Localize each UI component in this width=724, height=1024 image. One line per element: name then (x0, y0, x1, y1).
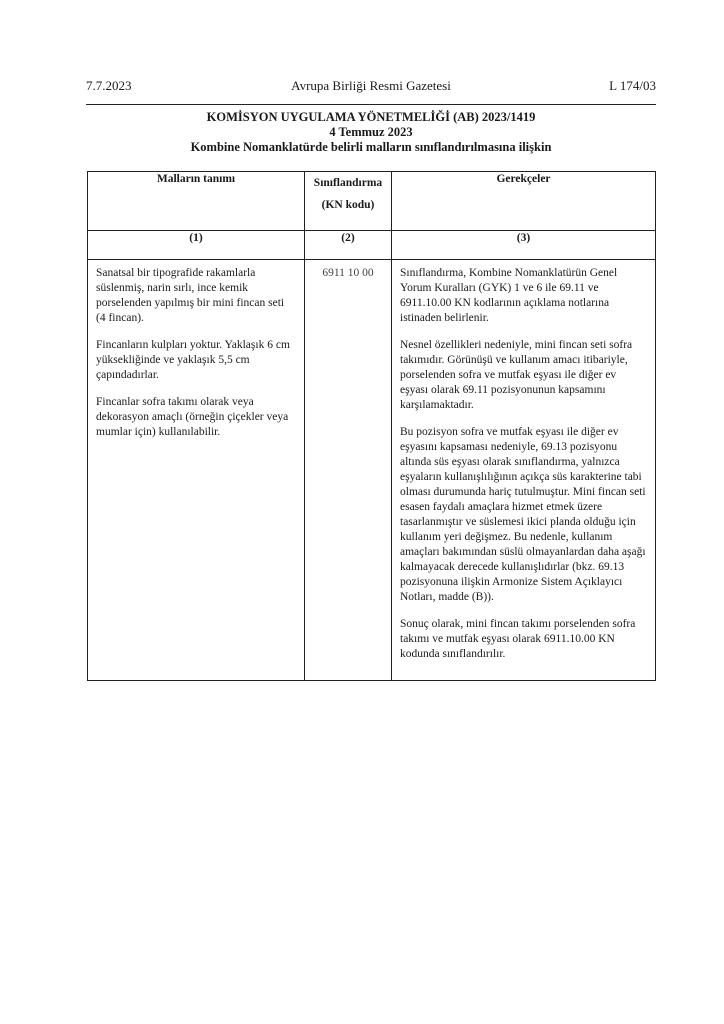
header-description (88, 172, 305, 231)
header-classification-sub: (KN kodu) (321, 199, 375, 211)
header-classification-label: Sınıflandırma (313, 177, 383, 189)
classification-table (87, 171, 656, 681)
header-classification (305, 172, 392, 231)
reason-paragraph: Sonuç olarak, mini fincan takımı porselenden sofra takımı ve mutfak eşyası olarak 6911.10.00 KN kodunda sınıflandırılır. (400, 618, 636, 660)
journal-name: Avrupa Birliği Resmi Gazetesi (291, 78, 451, 93)
table-header-row (88, 172, 656, 231)
column-number-3: (3) (392, 231, 656, 260)
reason-paragraph: Sınıflandırma, Kombine Nomanklatürün Genel Yorum Kuralları (GYK) 1 ve 6 ile 69.11 ve 6911.10.00 KN kodlarının açıklama notlarına istinaden belirlenir. (400, 267, 618, 324)
reasons-cell (392, 260, 656, 681)
regulation-number: KOMİSYON UYGULAMA YÖNETMELİĞİ (AB) 2023/1419 (206, 110, 536, 124)
header-reasons (392, 172, 656, 231)
column-number-row (88, 231, 656, 260)
header-rule (86, 104, 656, 105)
regulation-date: 4 Temmuz 2023 (329, 125, 413, 139)
reason-paragraph: Nesnel özellikleri nedeniyle, mini fincan seti sofra takımıdır. Görünüşü ve kullanım amacı itibariyle, porselenden sofra ve mutfak eşyası ile diğer ev eşyası olarak 69.11 pozisyonunun kapsamını karşılamaktadır. (400, 339, 633, 411)
column-number-1: (1) (88, 231, 305, 260)
regulation-subject: Kombine Nomanklatürde belirli malların sınıflandırılmasına ilişkin (190, 140, 552, 154)
cn-code: 6911 10 00 (322, 267, 374, 279)
header-description-label: Malların tanımı (156, 173, 236, 185)
column-number-2: (2) (305, 231, 392, 260)
goods-description-cell (88, 260, 305, 681)
table-row (88, 260, 656, 681)
page-reference: L 174/03 (609, 78, 656, 93)
cn-code-cell (305, 260, 392, 681)
description-paragraph: Fincanlar sofra takımı olarak veya dekorasyon amaçlı (örneğin çiçekler veya mumlar için) kullanılabilir. (96, 396, 289, 438)
publication-date: 7.7.2023 (86, 78, 132, 93)
regulation-title (86, 110, 656, 155)
description-paragraph: Fincanların kulpları yoktur. Yaklaşık 6 cm yüksekliğinde ve yaklaşık 5,5 cm çapındadırlar. (96, 339, 290, 381)
description-paragraph: Sanatsal bir tipografide rakamlarla süslenmiş, narin sırlı, ince kemik porselenden yapılmış bir mini fincan seti (4 fincan). (96, 267, 285, 324)
reason-paragraph: Bu pozisyon sofra ve mutfak eşyası ile diğer ev eşyasını kapsaması nedeniyle, 69.13 pozisyonu altında süs eşyası olarak sınıflandırma, yalnızca eşyaların kullanışlılığının açıkça süs karakterine tabi olması durumunda hariç tutulmuştur. Mini fincan seti esasen faydalı amaçlara hizmet etmek üzere tasarlanmıştır ve süslemesi ikici planda olduğu için kullanım yeri değişmez. Bu nedenle, kullanım amaçları bakımından süslü olmayanlardan daha aşağı kalmayacak derecede kullanışlıdırlar (bkz. 69.13 pozisyonuna ilişkin Armonize Sistem Açıklayıcı Notları, madde (B)). (400, 426, 646, 603)
header-reasons-label: Gerekçeler (496, 173, 551, 185)
